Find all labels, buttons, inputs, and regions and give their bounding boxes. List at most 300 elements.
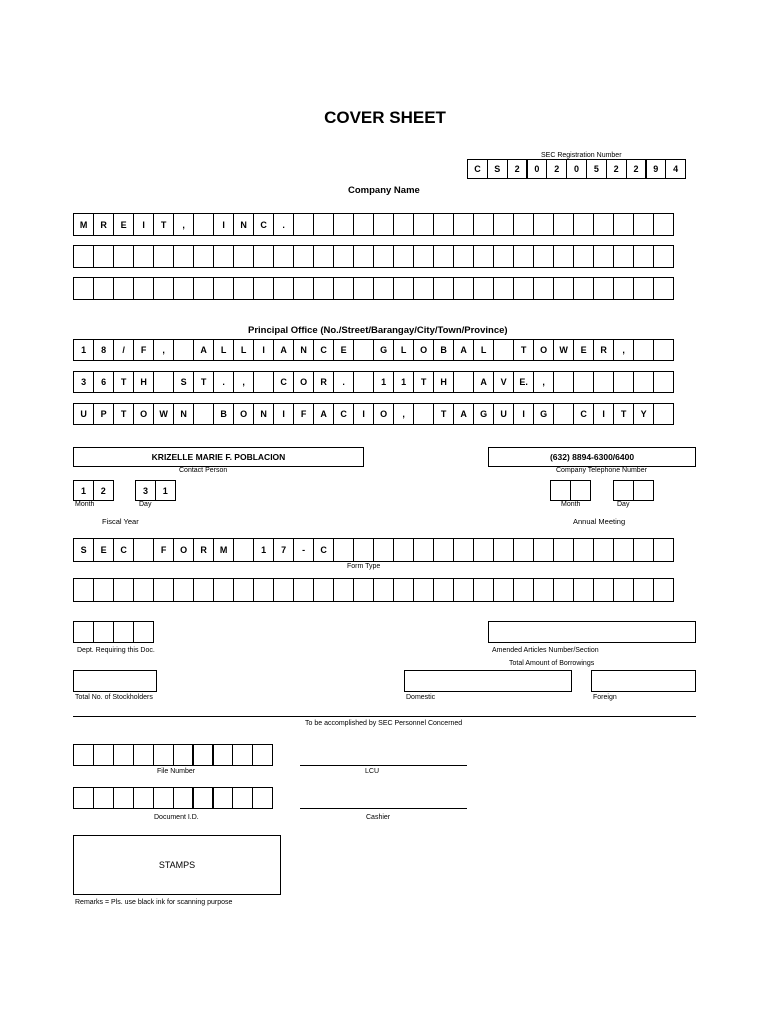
char-cell[interactable]: L — [473, 339, 494, 361]
char-cell[interactable] — [533, 578, 554, 602]
char-cell[interactable]: M — [213, 538, 234, 562]
char-cell[interactable] — [550, 480, 571, 501]
char-cell[interactable]: 3 — [73, 371, 94, 393]
char-cell[interactable] — [413, 245, 434, 268]
char-cell[interactable] — [213, 277, 234, 300]
char-cell[interactable] — [353, 578, 374, 602]
char-cell[interactable] — [573, 371, 594, 393]
char-cell[interactable] — [593, 213, 614, 236]
char-cell[interactable] — [573, 213, 594, 236]
char-cell[interactable] — [553, 403, 574, 425]
char-cell[interactable]: U — [493, 403, 514, 425]
char-cell[interactable] — [153, 744, 174, 766]
file-number-grid[interactable] — [73, 744, 272, 766]
char-cell[interactable] — [453, 538, 474, 562]
char-cell[interactable] — [633, 339, 654, 361]
char-cell[interactable]: C — [113, 538, 134, 562]
char-cell[interactable]: 1 — [155, 480, 176, 501]
char-cell[interactable] — [313, 213, 334, 236]
char-cell[interactable]: L — [393, 339, 414, 361]
char-cell[interactable]: 1 — [253, 538, 274, 562]
contact-person-field[interactable]: KRIZELLE MARIE F. POBLACION — [73, 447, 364, 467]
char-cell[interactable] — [232, 744, 253, 766]
char-cell[interactable] — [533, 277, 554, 300]
char-cell[interactable] — [293, 277, 314, 300]
char-cell[interactable] — [373, 578, 394, 602]
char-cell[interactable]: W — [553, 339, 574, 361]
char-cell[interactable] — [393, 213, 414, 236]
form-type-row-1[interactable] — [73, 538, 673, 562]
char-cell[interactable] — [633, 245, 654, 268]
char-cell[interactable] — [192, 787, 213, 809]
char-cell[interactable] — [252, 787, 273, 809]
char-cell[interactable] — [232, 787, 253, 809]
char-cell[interactable] — [553, 538, 574, 562]
char-cell[interactable] — [273, 277, 294, 300]
char-cell[interactable]: , — [153, 339, 174, 361]
char-cell[interactable] — [373, 538, 394, 562]
char-cell[interactable]: 3 — [135, 480, 156, 501]
char-cell[interactable] — [353, 339, 374, 361]
char-cell[interactable]: O — [233, 403, 254, 425]
char-cell[interactable]: I — [253, 339, 274, 361]
char-cell[interactable] — [252, 744, 273, 766]
char-cell[interactable] — [653, 339, 674, 361]
char-cell[interactable]: B — [433, 339, 454, 361]
char-cell[interactable]: U — [73, 403, 94, 425]
char-cell[interactable]: B — [213, 403, 234, 425]
char-cell[interactable] — [253, 245, 274, 268]
char-cell[interactable]: . — [213, 371, 234, 393]
char-cell[interactable] — [212, 744, 233, 766]
char-cell[interactable] — [513, 578, 534, 602]
char-cell[interactable] — [313, 245, 334, 268]
char-cell[interactable]: I — [213, 213, 234, 236]
char-cell[interactable]: , — [533, 371, 554, 393]
char-cell[interactable]: O — [133, 403, 154, 425]
char-cell[interactable] — [333, 277, 354, 300]
char-cell[interactable] — [153, 787, 174, 809]
char-cell[interactable] — [153, 245, 174, 268]
char-cell[interactable] — [213, 245, 234, 268]
principal-office-row-1[interactable] — [73, 339, 673, 361]
char-cell[interactable]: 1 — [73, 480, 94, 501]
char-cell[interactable] — [633, 371, 654, 393]
char-cell[interactable] — [553, 277, 574, 300]
char-cell[interactable]: E. — [513, 371, 534, 393]
char-cell[interactable] — [553, 578, 574, 602]
char-cell[interactable] — [433, 277, 454, 300]
char-cell[interactable] — [513, 245, 534, 268]
char-cell[interactable]: R — [193, 538, 214, 562]
char-cell[interactable] — [613, 371, 634, 393]
char-cell[interactable] — [353, 213, 374, 236]
char-cell[interactable] — [373, 277, 394, 300]
char-cell[interactable]: O — [373, 403, 394, 425]
char-cell[interactable]: T — [433, 403, 454, 425]
char-cell[interactable] — [73, 578, 94, 602]
char-cell[interactable] — [593, 371, 614, 393]
char-cell[interactable]: M — [73, 213, 94, 236]
char-cell[interactable] — [193, 578, 214, 602]
annual-meeting-month[interactable] — [550, 480, 590, 501]
char-cell[interactable]: 0 — [526, 159, 547, 179]
char-cell[interactable]: L — [213, 339, 234, 361]
char-cell[interactable] — [573, 245, 594, 268]
char-cell[interactable]: G — [473, 403, 494, 425]
char-cell[interactable] — [173, 578, 194, 602]
char-cell[interactable] — [173, 245, 194, 268]
char-cell[interactable]: 8 — [93, 339, 114, 361]
char-cell[interactable]: A — [453, 403, 474, 425]
char-cell[interactable] — [113, 578, 134, 602]
char-cell[interactable] — [233, 277, 254, 300]
dept-requiring-grid[interactable] — [73, 621, 153, 643]
char-cell[interactable]: O — [293, 371, 314, 393]
char-cell[interactable] — [253, 371, 274, 393]
char-cell[interactable] — [73, 744, 94, 766]
char-cell[interactable] — [193, 277, 214, 300]
char-cell[interactable] — [473, 538, 494, 562]
char-cell[interactable]: A — [193, 339, 214, 361]
char-cell[interactable] — [212, 787, 233, 809]
char-cell[interactable]: 7 — [273, 538, 294, 562]
char-cell[interactable] — [173, 277, 194, 300]
lcu-line[interactable] — [300, 765, 467, 766]
char-cell[interactable]: C — [333, 403, 354, 425]
char-cell[interactable]: / — [113, 339, 134, 361]
char-cell[interactable]: R — [593, 339, 614, 361]
char-cell[interactable]: H — [133, 371, 154, 393]
char-cell[interactable] — [433, 578, 454, 602]
char-cell[interactable]: O — [533, 339, 554, 361]
char-cell[interactable] — [393, 538, 414, 562]
char-cell[interactable] — [153, 277, 174, 300]
char-cell[interactable] — [593, 538, 614, 562]
char-cell[interactable] — [393, 245, 414, 268]
document-id-grid[interactable] — [73, 787, 272, 809]
char-cell[interactable] — [593, 578, 614, 602]
char-cell[interactable]: 4 — [665, 159, 686, 179]
char-cell[interactable] — [313, 578, 334, 602]
char-cell[interactable] — [453, 578, 474, 602]
char-cell[interactable]: T — [513, 339, 534, 361]
char-cell[interactable]: T — [413, 371, 434, 393]
char-cell[interactable]: F — [133, 339, 154, 361]
char-cell[interactable]: I — [353, 403, 374, 425]
char-cell[interactable]: F — [293, 403, 314, 425]
fiscal-year-day[interactable] — [135, 480, 175, 501]
form-type-row-2[interactable] — [73, 578, 673, 602]
char-cell[interactable] — [173, 744, 194, 766]
char-cell[interactable] — [133, 621, 154, 643]
char-cell[interactable] — [253, 578, 274, 602]
char-cell[interactable]: T — [113, 403, 134, 425]
char-cell[interactable] — [613, 277, 634, 300]
char-cell[interactable] — [453, 277, 474, 300]
char-cell[interactable]: P — [93, 403, 114, 425]
char-cell[interactable]: T — [193, 371, 214, 393]
char-cell[interactable] — [373, 245, 394, 268]
char-cell[interactable]: G — [533, 403, 554, 425]
char-cell[interactable] — [553, 245, 574, 268]
char-cell[interactable]: N — [293, 339, 314, 361]
cashier-line[interactable] — [300, 808, 467, 809]
char-cell[interactable]: S — [487, 159, 508, 179]
char-cell[interactable] — [253, 277, 274, 300]
char-cell[interactable] — [93, 787, 114, 809]
char-cell[interactable]: I — [593, 403, 614, 425]
char-cell[interactable] — [133, 787, 154, 809]
principal-office-row-3[interactable] — [73, 403, 673, 425]
char-cell[interactable] — [173, 787, 194, 809]
char-cell[interactable] — [233, 245, 254, 268]
char-cell[interactable] — [273, 578, 294, 602]
company-telephone-field[interactable]: (632) 8894-6300/6400 — [488, 447, 696, 467]
char-cell[interactable] — [513, 277, 534, 300]
company-name-row-1[interactable] — [73, 213, 673, 236]
annual-meeting-day[interactable] — [613, 480, 653, 501]
sec-registration-grid[interactable] — [467, 159, 685, 179]
char-cell[interactable]: 1 — [373, 371, 394, 393]
char-cell[interactable] — [233, 578, 254, 602]
char-cell[interactable]: R — [93, 213, 114, 236]
char-cell[interactable]: , — [613, 339, 634, 361]
char-cell[interactable]: A — [453, 339, 474, 361]
char-cell[interactable] — [73, 621, 94, 643]
char-cell[interactable]: O — [173, 538, 194, 562]
char-cell[interactable] — [493, 213, 514, 236]
char-cell[interactable] — [193, 403, 214, 425]
char-cell[interactable] — [413, 538, 434, 562]
char-cell[interactable] — [533, 538, 554, 562]
char-cell[interactable]: 1 — [73, 339, 94, 361]
char-cell[interactable]: 0 — [566, 159, 587, 179]
char-cell[interactable] — [613, 213, 634, 236]
char-cell[interactable]: C — [573, 403, 594, 425]
char-cell[interactable]: S — [173, 371, 194, 393]
foreign-field[interactable] — [591, 670, 696, 692]
char-cell[interactable]: E — [333, 339, 354, 361]
char-cell[interactable] — [473, 213, 494, 236]
char-cell[interactable] — [553, 213, 574, 236]
char-cell[interactable] — [573, 578, 594, 602]
char-cell[interactable]: C — [313, 538, 334, 562]
char-cell[interactable] — [353, 538, 374, 562]
char-cell[interactable] — [593, 245, 614, 268]
char-cell[interactable]: S — [73, 538, 94, 562]
char-cell[interactable]: 5 — [586, 159, 607, 179]
char-cell[interactable] — [533, 245, 554, 268]
char-cell[interactable] — [133, 245, 154, 268]
char-cell[interactable]: 2 — [606, 159, 627, 179]
char-cell[interactable] — [333, 578, 354, 602]
char-cell[interactable] — [613, 480, 634, 501]
char-cell[interactable] — [333, 245, 354, 268]
company-name-row-3[interactable] — [73, 277, 673, 300]
char-cell[interactable]: I — [513, 403, 534, 425]
char-cell[interactable] — [653, 538, 674, 562]
char-cell[interactable] — [213, 578, 234, 602]
char-cell[interactable]: H — [433, 371, 454, 393]
char-cell[interactable] — [473, 245, 494, 268]
char-cell[interactable] — [393, 578, 414, 602]
char-cell[interactable] — [192, 744, 213, 766]
char-cell[interactable] — [613, 578, 634, 602]
char-cell[interactable] — [413, 213, 434, 236]
char-cell[interactable]: E — [113, 213, 134, 236]
char-cell[interactable] — [633, 213, 654, 236]
char-cell[interactable]: I — [273, 403, 294, 425]
char-cell[interactable] — [173, 339, 194, 361]
char-cell[interactable] — [113, 277, 134, 300]
char-cell[interactable]: 2 — [507, 159, 528, 179]
char-cell[interactable] — [433, 245, 454, 268]
char-cell[interactable]: T — [613, 403, 634, 425]
char-cell[interactable]: A — [473, 371, 494, 393]
char-cell[interactable] — [453, 245, 474, 268]
char-cell[interactable]: . — [333, 371, 354, 393]
char-cell[interactable]: , — [393, 403, 414, 425]
char-cell[interactable] — [353, 245, 374, 268]
char-cell[interactable] — [273, 245, 294, 268]
char-cell[interactable]: N — [233, 213, 254, 236]
char-cell[interactable]: A — [273, 339, 294, 361]
domestic-field[interactable] — [404, 670, 572, 692]
char-cell[interactable] — [133, 277, 154, 300]
char-cell[interactable]: C — [467, 159, 488, 179]
fiscal-year-month[interactable] — [73, 480, 113, 501]
char-cell[interactable] — [233, 538, 254, 562]
amended-articles-field[interactable] — [488, 621, 696, 643]
char-cell[interactable] — [133, 744, 154, 766]
char-cell[interactable] — [593, 277, 614, 300]
char-cell[interactable] — [133, 538, 154, 562]
char-cell[interactable]: N — [173, 403, 194, 425]
char-cell[interactable] — [153, 578, 174, 602]
char-cell[interactable]: R — [313, 371, 334, 393]
char-cell[interactable] — [313, 277, 334, 300]
char-cell[interactable] — [413, 403, 434, 425]
char-cell[interactable]: , — [173, 213, 194, 236]
company-name-row-2[interactable] — [73, 245, 673, 268]
char-cell[interactable] — [73, 245, 94, 268]
char-cell[interactable]: A — [313, 403, 334, 425]
char-cell[interactable] — [493, 339, 514, 361]
char-cell[interactable]: E — [93, 538, 114, 562]
char-cell[interactable] — [153, 371, 174, 393]
char-cell[interactable] — [453, 213, 474, 236]
char-cell[interactable]: T — [113, 371, 134, 393]
char-cell[interactable] — [413, 277, 434, 300]
char-cell[interactable] — [533, 213, 554, 236]
char-cell[interactable] — [653, 403, 674, 425]
char-cell[interactable] — [493, 277, 514, 300]
char-cell[interactable] — [573, 277, 594, 300]
char-cell[interactable] — [113, 787, 134, 809]
char-cell[interactable] — [93, 277, 114, 300]
char-cell[interactable]: C — [313, 339, 334, 361]
char-cell[interactable] — [653, 245, 674, 268]
char-cell[interactable] — [293, 245, 314, 268]
char-cell[interactable]: F — [153, 538, 174, 562]
char-cell[interactable] — [93, 744, 114, 766]
char-cell[interactable]: E — [573, 339, 594, 361]
stockholders-field[interactable] — [73, 670, 157, 692]
char-cell[interactable]: . — [273, 213, 294, 236]
char-cell[interactable] — [93, 245, 114, 268]
char-cell[interactable]: 6 — [93, 371, 114, 393]
char-cell[interactable]: C — [273, 371, 294, 393]
char-cell[interactable]: O — [413, 339, 434, 361]
char-cell[interactable] — [493, 245, 514, 268]
char-cell[interactable] — [513, 213, 534, 236]
char-cell[interactable] — [633, 578, 654, 602]
principal-office-row-2[interactable] — [73, 371, 673, 393]
char-cell[interactable] — [73, 787, 94, 809]
char-cell[interactable] — [293, 578, 314, 602]
char-cell[interactable] — [433, 213, 454, 236]
char-cell[interactable] — [73, 277, 94, 300]
char-cell[interactable] — [633, 538, 654, 562]
char-cell[interactable] — [453, 371, 474, 393]
char-cell[interactable]: , — [233, 371, 254, 393]
char-cell[interactable] — [193, 245, 214, 268]
char-cell[interactable]: Y — [633, 403, 654, 425]
char-cell[interactable]: 2 — [546, 159, 567, 179]
char-cell[interactable] — [353, 277, 374, 300]
char-cell[interactable] — [473, 277, 494, 300]
char-cell[interactable] — [653, 213, 674, 236]
char-cell[interactable] — [653, 371, 674, 393]
char-cell[interactable] — [573, 538, 594, 562]
char-cell[interactable] — [373, 213, 394, 236]
char-cell[interactable] — [333, 213, 354, 236]
char-cell[interactable] — [633, 277, 654, 300]
char-cell[interactable] — [93, 621, 114, 643]
char-cell[interactable] — [570, 480, 591, 501]
char-cell[interactable]: 2 — [93, 480, 114, 501]
char-cell[interactable]: 1 — [393, 371, 414, 393]
char-cell[interactable] — [613, 538, 634, 562]
char-cell[interactable]: T — [153, 213, 174, 236]
char-cell[interactable] — [353, 371, 374, 393]
char-cell[interactable] — [113, 245, 134, 268]
char-cell[interactable] — [193, 213, 214, 236]
char-cell[interactable] — [553, 371, 574, 393]
char-cell[interactable] — [93, 578, 114, 602]
char-cell[interactable]: V — [493, 371, 514, 393]
char-cell[interactable] — [333, 538, 354, 562]
char-cell[interactable] — [653, 578, 674, 602]
char-cell[interactable]: - — [293, 538, 314, 562]
char-cell[interactable] — [633, 480, 654, 501]
char-cell[interactable] — [433, 538, 454, 562]
char-cell[interactable] — [473, 578, 494, 602]
char-cell[interactable] — [393, 277, 414, 300]
char-cell[interactable] — [113, 621, 134, 643]
char-cell[interactable] — [493, 578, 514, 602]
char-cell[interactable] — [513, 538, 534, 562]
char-cell[interactable]: N — [253, 403, 274, 425]
char-cell[interactable] — [413, 578, 434, 602]
char-cell[interactable] — [293, 213, 314, 236]
char-cell[interactable]: W — [153, 403, 174, 425]
char-cell[interactable]: G — [373, 339, 394, 361]
char-cell[interactable] — [113, 744, 134, 766]
char-cell[interactable] — [653, 277, 674, 300]
char-cell[interactable]: 9 — [645, 159, 666, 179]
